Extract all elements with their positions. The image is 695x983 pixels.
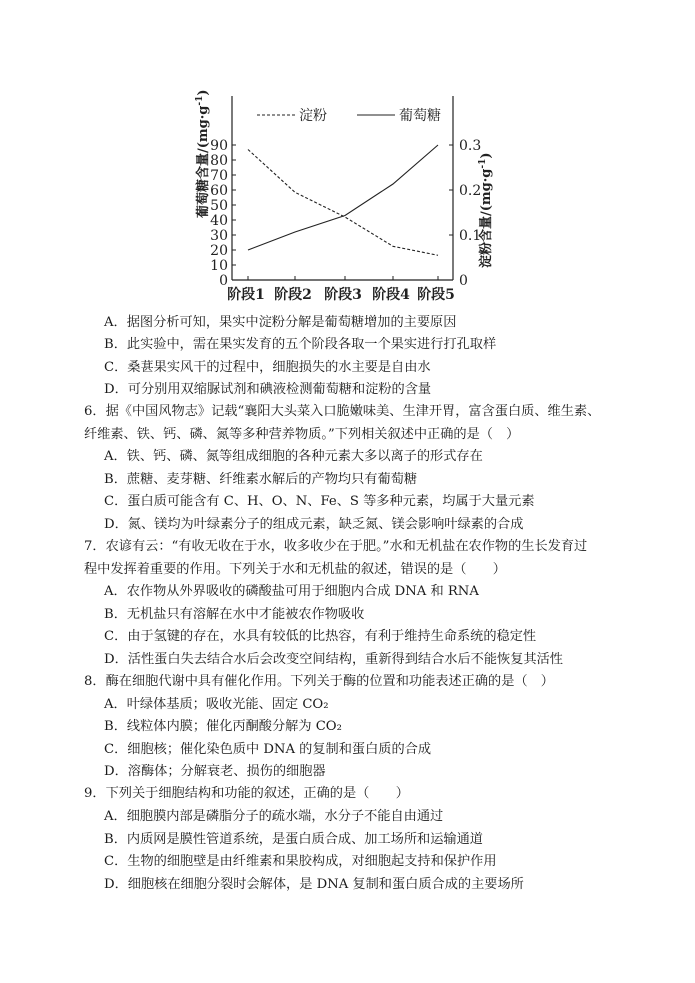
left-y-axis-label: 葡萄糖含量$/(mg\cdot g^{-1})$: [195, 89, 211, 218]
line-chart: [185, 78, 495, 308]
question-stem: 程中发挥着重要的作用。下列关于水和无机盐的叙述，错误的是（ ）: [84, 562, 506, 577]
answer-option: C．桑葚果实风干的过程中，细胞损失的水主要是自由水: [104, 360, 431, 375]
right-y-axis-label: 淀粉含量$/(mg\cdot g^{-1})$: [478, 152, 494, 268]
question-stem: 6．据《中国风物志》记载“襄阳大头菜入口脆嫩味美、生津开胃，富含蛋白质、维生素、: [84, 404, 601, 419]
right-tick-label: 0.1: [459, 228, 482, 244]
question-stem: 纤维素、铁、钙、磷、氮等多种营养物质。”下列相关叙述中正确的是（ ）: [84, 427, 520, 442]
right-tick-label: 0.2: [459, 183, 482, 199]
answer-option: A．细胞膜内部是磷脂分子的疏水端，水分子不能自由通过: [104, 809, 444, 824]
glucose-series-line: [248, 145, 438, 250]
left-tick-label: 40: [210, 213, 228, 229]
left-tick-label: 50: [210, 198, 228, 214]
answer-option: D．活性蛋白失去结合水后会改变空间结构，重新得到结合水后不能恢复其活性: [104, 652, 563, 667]
left-tick-label: 20: [210, 243, 228, 259]
answer-option: D．氮、镁均为叶绿素分子的组成元素，缺乏氮、镁会影响叶绿素的合成: [104, 517, 524, 532]
legend-starch-label: 淀粉: [299, 108, 327, 124]
x-tick-label: 阶段4: [372, 287, 410, 303]
right-tick-label: 0: [459, 273, 468, 289]
x-tick-label: 阶段1: [227, 287, 265, 303]
x-tick-label: 阶段5: [417, 287, 455, 303]
left-tick-label: 60: [210, 183, 228, 199]
answer-option: D．细胞核在细胞分裂时会解体，是 DNA 复制和蛋白质合成的主要场所: [104, 877, 524, 892]
answer-option: A．铁、钙、磷、氮等组成细胞的各种元素大多以离子的形式存在: [104, 449, 483, 464]
question-stem: 8．酶在细胞代谢中具有催化作用。下列关于酶的位置和功能表述正确的是（ ）: [84, 674, 554, 689]
answer-option: B．此实验中，需在果实发育的五个阶段各取一个果实进行打孔取样: [104, 337, 497, 352]
left-tick-label: 0: [219, 273, 228, 289]
question-stem: 7．农谚有云：“有收无收在于水，收多收少在于肥。”水和无机盐在农作物的生长发育过: [84, 539, 588, 554]
answer-option: C．蛋白质可能含有 C、H、O、N、Fe、S 等多种元素，均属于大量元素: [104, 494, 535, 509]
question-stem: 9．下列关于细胞结构和功能的叙述，正确的是（ ）: [84, 786, 409, 801]
legend-glucose-label: 葡萄糖: [399, 108, 441, 124]
left-tick-label: 80: [210, 153, 228, 169]
answer-option: C．生物的细胞壁是由纤维素和果胶构成，对细胞起支持和保护作用: [104, 854, 497, 869]
answer-option: D．溶酶体；分解衰老、损伤的细胞器: [104, 764, 326, 779]
answer-option: B．内质网是膜性管道系统，是蛋白质合成、加工场所和运输通道: [104, 832, 483, 847]
x-tick-label: 阶段3: [324, 287, 362, 303]
left-tick-label: 70: [210, 168, 228, 184]
left-tick-label: 30: [210, 228, 228, 244]
x-tick-label: 阶段2: [274, 287, 312, 303]
answer-option: A．农作物从外界吸收的磷酸盐可用于细胞内合成 DNA 和 RNA: [104, 584, 479, 599]
answer-option: C．由于氢键的存在，水具有较低的比热容，有利于维持生命系统的稳定性: [104, 629, 537, 644]
left-tick-label: 90: [210, 138, 228, 154]
left-tick-label: 10: [210, 258, 228, 274]
answer-option: A．叶绿体基质；吸收光能、固定 CO₂: [104, 697, 329, 712]
answer-option: B．无机盐只有溶解在水中才能被农作物吸收: [104, 607, 365, 622]
answer-option: D．可分别用双缩脲试剂和碘液检测葡萄糖和淀粉的含量: [104, 382, 432, 397]
answer-option: C．细胞核；催化染色质中 DNA 的复制和蛋白质的合成: [104, 742, 432, 757]
answer-option: B．线粒体内膜；催化丙酮酸分解为 CO₂: [104, 719, 342, 734]
answer-option: B．蔗糖、麦芽糖、纤维素水解后的产物均只有葡萄糖: [104, 472, 418, 487]
right-tick-label: 0.3: [459, 138, 482, 154]
answer-option: A．据图分析可知，果实中淀粉分解是葡萄糖增加的主要原因: [104, 315, 457, 330]
